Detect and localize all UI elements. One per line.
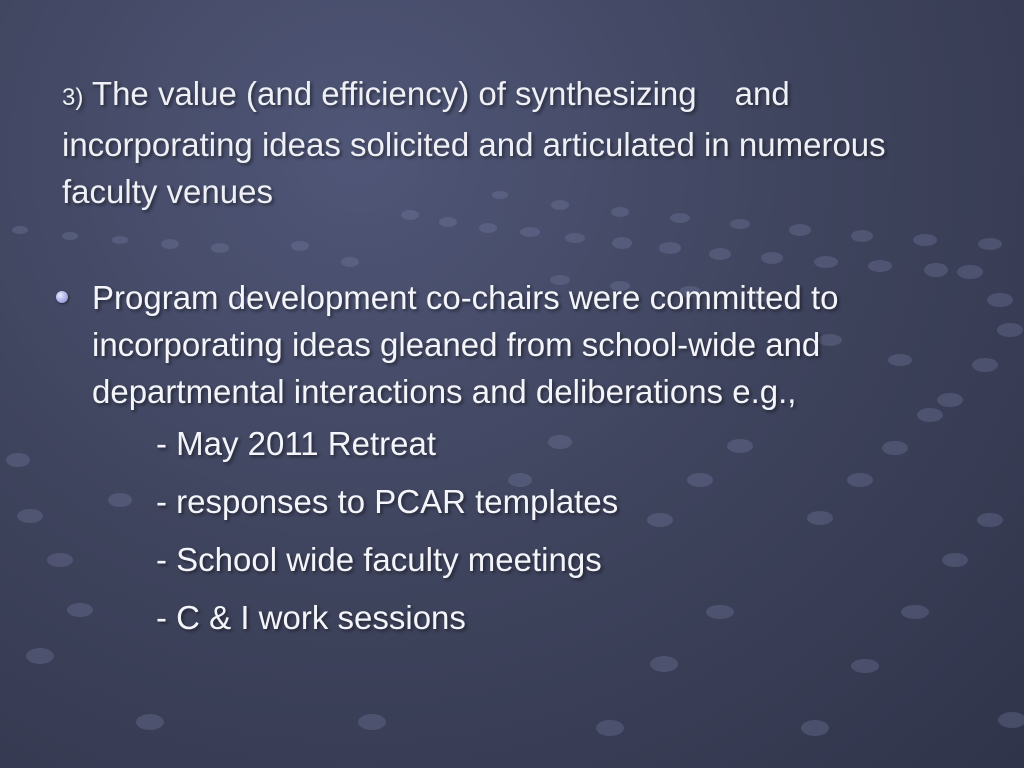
bullet-item <box>56 274 976 415</box>
title-number: 3) <box>62 84 84 111</box>
bullet-text: Program development co-chairs were committed to incorporating ideas gleaned from school-wide and departmental interactions and deliberations e.g., <box>92 279 839 410</box>
sub-item-list <box>56 415 976 647</box>
slide-title <box>62 70 962 215</box>
sub-item-work-sessions: - C & I work sessions <box>156 599 466 636</box>
sub-item-faculty-meetings: - School wide faculty meetings <box>156 541 602 578</box>
slide-body <box>56 274 976 647</box>
title-line-part1: The value (and efficiency) of synthesizing <box>91 75 697 112</box>
title-line-part2: and <box>734 75 790 112</box>
sub-item-may-retreat: - May 2011 Retreat <box>156 425 437 462</box>
sub-item-pcar-templates: - responses to PCAR templates <box>156 483 619 520</box>
bullet-dot-icon <box>56 291 68 303</box>
title-line-rest: incorporating ideas solicited and articulated in numerous faculty venues <box>62 126 886 210</box>
